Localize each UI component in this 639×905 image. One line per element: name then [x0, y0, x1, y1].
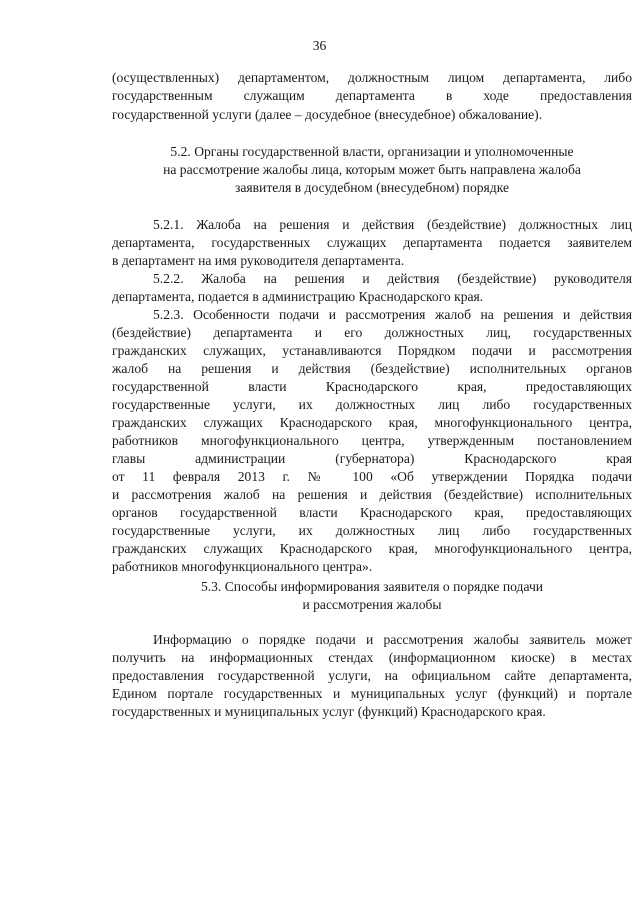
- text-line: государственных и муниципальных услуг (функций) Краснодарского края.: [112, 704, 546, 719]
- text-line: департамента, подается в администрацию Краснодарского края.: [112, 289, 484, 304]
- text-line: государственные услуги, их должностных лиц либо государственных: [112, 397, 632, 412]
- text-line: 5.2.2. Жалоба на решения и действия (бездействие) руководителя: [153, 271, 632, 286]
- text-line: (бездействие) департамента и его должностных лиц, государственных: [112, 325, 632, 340]
- text-line: государственной власти Краснодарского края, предоставляющих: [112, 379, 632, 394]
- text-line: государственной услуги (далее – досудебное (внесудебное) обжалование).: [112, 107, 543, 122]
- text-line: жалоб на решения и действия (бездействие) исполнительных органов: [112, 361, 632, 376]
- text-line: в департамент на имя руководителя департамента.: [112, 253, 405, 268]
- text-line: от 11 февраля 2013 г. № 100 «Об утверждении Порядка подачи: [112, 469, 632, 484]
- text-line: 5.2.1. Жалоба на решения и действия (бездействие) должностных лиц: [153, 217, 632, 232]
- text-line: (осуществленных) департаментом, должностным лицом департамента, либо: [112, 70, 632, 85]
- text-line: гражданских служащих Краснодарского края, многофункционального центра,: [112, 415, 632, 430]
- heading-line: 5.2. Органы государственной власти, организации и уполномоченные: [170, 144, 574, 159]
- text-line: главы администрации (губернатора) Краснодарского края: [112, 451, 632, 466]
- text-line: работников многофункционального центра».: [112, 559, 373, 574]
- text-line: гражданских служащих Краснодарского края, многофункционального центра,: [112, 541, 632, 556]
- heading-line: 5.3. Способы информирования заявителя о порядке подачи: [200, 579, 544, 594]
- text-line: работников многофункционального центра, утвержденным постановлением: [112, 433, 632, 448]
- text-line: получить на информационных стендах (информационном киоске) в местах: [112, 650, 632, 665]
- text-line: Едином портале государственных и муниципальных услуг (функций) и портале: [112, 686, 632, 701]
- text-line: предоставления государственной услуги, на официальном сайте департамента,: [112, 668, 632, 683]
- heading-line: и рассмотрения жалобы: [302, 597, 442, 612]
- text-line: департамента, государственных служащих департамента подается заявителем: [112, 235, 632, 250]
- text-line: гражданских служащих, устанавливаются Порядком подачи и рассмотрения: [112, 343, 632, 358]
- text-line: государственным служащим департамента в ходе предоставления: [112, 88, 632, 103]
- text-line: Информацию о порядке подачи и рассмотрения жалобы заявитель может: [153, 632, 632, 647]
- text-line: 5.2.3. Особенности подачи и рассмотрения жалоб на решения и действия: [153, 307, 632, 322]
- text-line: государственные услуги, их должностных лиц либо государственных: [112, 523, 632, 538]
- heading-line: заявителя в досудебном (внесудебном) порядке: [234, 180, 510, 195]
- text-line: и рассмотрения жалоб на решения и действия (бездействие) исполнительных: [112, 487, 632, 502]
- page-number: 36: [312, 38, 327, 53]
- text-line: органов государственной власти Краснодарского края, предоставляющих: [112, 505, 632, 520]
- heading-line: на рассмотрение жалобы лица, которым может быть направлена жалоба: [163, 162, 581, 177]
